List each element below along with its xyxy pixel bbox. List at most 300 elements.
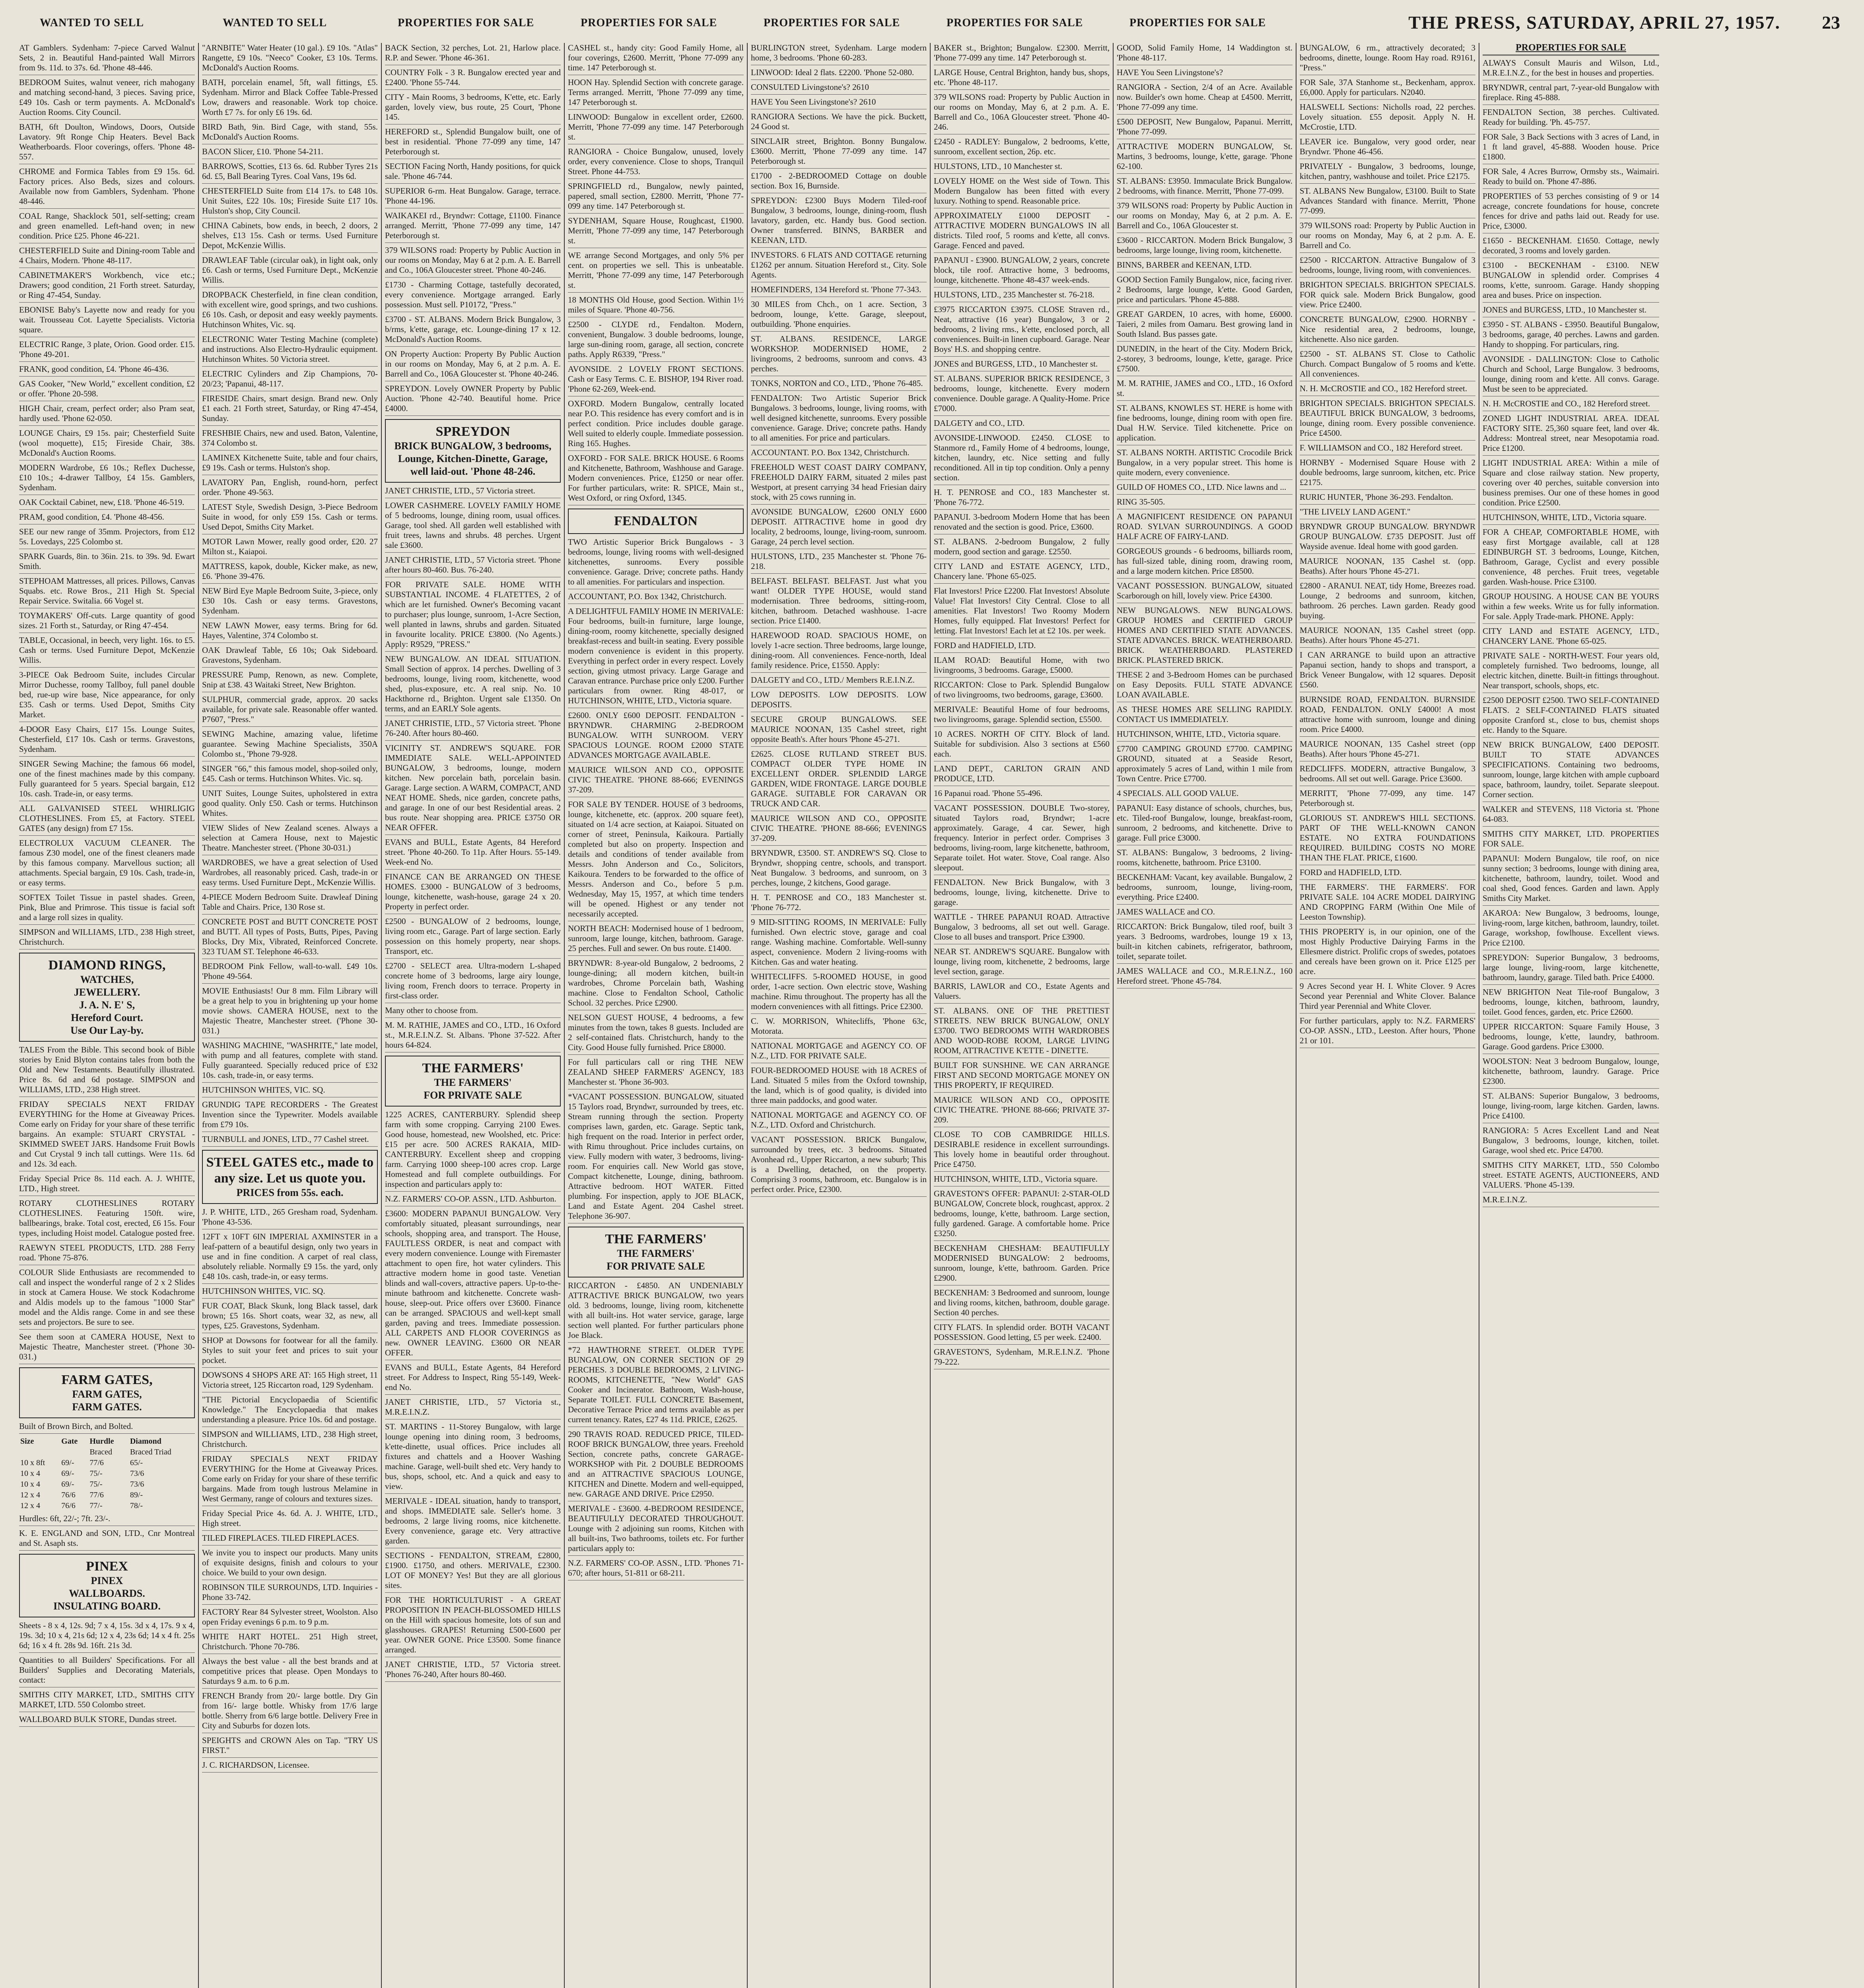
classified-ad: Always the best value - all the best brands and at competitive prices that please. Open Mondays to Saturdays 9 a.m. to 6 p.m. — [202, 1656, 378, 1689]
classified-ad: GLORIOUS ST. ANDREW'S HILL SECTIONS. PART OF THE WELL-KNOWN CANON ESTATE. NO EXTRA FOUNDATIONS REQUIRED. BUILDING COSTS NO MORE THAN THE FLAT. PRICE, £1600. — [1300, 813, 1475, 865]
classified-ad: SECTION Facing North, Handy positions, for quick sale. 'Phone 46-744. — [385, 161, 561, 184]
classified-ad: EVANS and BULL, Estate Agents, 84 Hereford street. For Address to Inspect, Ring 55-149, Week-end No. — [385, 1363, 561, 1395]
classified-ad: WALLBOARD BULK STORE, Dundas street. — [19, 1714, 195, 1727]
column-3 — [382, 43, 565, 1988]
classified-ad: TONKS, NORTON and CO., LTD., 'Phone 76-485. — [751, 379, 927, 391]
classified-ad: We invite you to inspect our products. Many units of exquisite designs, finish and colours to your choice. We build to your own design. — [202, 1548, 378, 1580]
classified-ad: BRYNDWR: 8-year-old Bungalow, 2 bedrooms, 2 lounge-dining; all modern kitchen, built-in wardrobes, Chrome Porcelain bath, Washing machine. Close to Fendalton School, Catholic School. 32 perches. Price £2900. — [568, 958, 744, 1010]
display-line: PINEX — [86, 1559, 128, 1574]
classified-ad: STEPHOAM Mattresses, all prices. Pillows, Canvas Squabs. etc. Rowe Bros., 211 High St. Special Repair Service. Switalia. 66 Vogel st. — [19, 576, 195, 608]
classified-ad: JANET CHRISTIE, LTD., 57 Victoria street. 'Phones 76-240, After hours 80-460. — [385, 1660, 561, 1682]
classified-ad: WATTLE - THREE PAPANUI ROAD. Attractive Bungalow, 3 bedrooms, all set out well. Garage. Close to all buses and transport. Price £3900. — [934, 912, 1110, 944]
classified-ad: 12FT x 10FT 6IN IMPERIAL AXMINSTER in a leaf-pattern of a beautiful design, only two years in use and in fine condition. A carpet of real class, absolutely reliable. Normally £9 15s. the yard, only £48 10s. cash, trade-in, or easy terms. — [202, 1232, 378, 1284]
classified-ad: CABINETMAKER'S Workbench, vice etc.; Drawers; good condition, 21 Forth street. Saturday, or Ring 47-454, Sunday. — [19, 270, 195, 303]
farmers-box-box — [385, 1056, 561, 1107]
classified-ad: NEW Bird Eye Maple Bedroom Suite, 3-piece, only £30 10s. Cash or easy terms. Gravestons, Sydenham. — [202, 586, 378, 618]
classified-ad: £2500 - RICCARTON. Attractive Bungalow of 3 bedrooms, lounge, living room, with conveniences. — [1300, 255, 1475, 278]
classified-ad: N.Z. FARMERS' CO-OP. ASSN., LTD. 'Phones 71-670; after hours, 51-811 or 68-211. — [568, 1558, 744, 1580]
classified-ad: WHITECLIFFS. 5-ROOMED HOUSE, in good order, 1-acre section. Own electric stove, Washing machine. Rimu throughout. The property has all the modern conveniences with all fittings. Price £2300. — [751, 972, 927, 1014]
classified-ad: WAIKAKEI rd., Bryndwr: Cottage, £1100. Finance arranged. Merritt, 'Phone 77-099 any time, 147 Peterborough st. — [385, 211, 561, 243]
classified-ad: TABLE, Occasional, in beech, very light. 16s. to £5. Cash or terms. Used Furniture Depot, McKenzie Willis. — [19, 635, 195, 668]
classified-ad: *72 HAWTHORNE STREET. OLDER TYPE BUNGALOW, ON CORNER SECTION OF 29 PERCHES. 3 DOUBLE BEDROOMS, 2 LIVING-ROOMS, KITCHENETTE, "New World" GAS Cooker and Incinerator. Bathroom, Wash-house, Separate TOILET. FULL CONCRETE Basement, Decorative Terrace Price and terms available as per current tenancy. Rates, £27 4s 11d. PRICE, £2625. — [568, 1345, 744, 1427]
classified-ad: I CAN ARRANGE to build upon an attractive Papanui section, handy to shops and transport, a Brick Veneer Bungalow, with 12 squares. Deposit £560. — [1300, 650, 1475, 692]
table-row — [19, 1479, 195, 1490]
column-head: WANTED TO SELL — [223, 17, 327, 29]
classified-ad: ST. ALBANS. 2-bedroom Bungalow, 2 fully modern, good section and garage. £2550. — [934, 537, 1110, 559]
display-line: FENDALTON — [614, 514, 698, 528]
classified-ad: HAVE You Seen Livingstone's? 2610 — [751, 97, 927, 109]
classified-ad: AVONSIDE - DALLINGTON: Close to Catholic Church and School, Large Bungalow. 3 bedrooms, lounge, dining room and k'ette. All convs. Garage. Must be seen to be appreciated. — [1483, 354, 1659, 396]
classified-ad: Sheets - 8 x 4, 12s. 9d; 7 x 4, 15s. 3d x 4, 17s. 9 x 4, 19s. 3d; 10 x 4, 21s 6d; 12 x 4, 23s 6d; 14 x 4 ft. 25s 6d; 16 x 4 ft. 28s 9d. 16ft. 21s 3d. — [19, 1621, 195, 1653]
classified-ad: JAMES WALLACE and CO., M.R.E.I.N.Z., 160 Hereford street. 'Phone 45-784. — [1117, 966, 1293, 988]
classified-ad: OAK Drawleaf Table, £6 10s; Oak Sideboard. Gravestons, Sydenham. — [202, 645, 378, 668]
classified-ad: BACON Slicer, £10. 'Phone 54-211. — [202, 147, 378, 159]
classified-ad: RING 35-505. — [1117, 497, 1293, 509]
classified-ad: PROPERTIES of 53 perches consisting of 9 or 14 acreage, concrete foundations for house, concrete fences for drive and paths laid out. Ready for use. Price, £3000. — [1483, 191, 1659, 233]
classified-ad: JAMES WALLACE and CO. — [1117, 907, 1293, 919]
classified-ad: BRYNDWR, central part, 7-year-old Bungalow with fireplace. Ring 45-888. — [1483, 83, 1659, 105]
classified-ad: ALWAYS Consult Mauris and Wilson, Ltd., M.R.E.I.N.Z., for the best in houses and properties. — [1483, 58, 1659, 80]
classified-ad: GROUP HOUSING. A HOUSE CAN BE YOURS within a few weeks. Write us for fully information. For sale. Apply Trade-mark. PHONE. Apply: — [1483, 592, 1659, 624]
classified-ad: NEAR ST. ANDREW'S SQUARE. Bungalow with lounge, living room, kitchenette, 2 bedrooms, large level section, garage. — [934, 947, 1110, 979]
newspaper-date: THE PRESS, SATURDAY, APRIL 27, 1957. — [1408, 12, 1780, 33]
classified-ad: FOR Sale, 37A Stanhome st., Beckenham, approx. £6,000. Apply for particulars. N2040. — [1300, 78, 1475, 100]
classified-ad: LEAVER ice. Bungalow, very good order, near Bryndwr. 'Phone 46-456. — [1300, 137, 1475, 159]
classified-ad: CASHEL st., handy city: Good Family Home, all four coverings, £2600. Merritt, 'Phone 77-099 any time. 147 Peterborough st. — [568, 43, 744, 75]
classified-ad: AKAROA: New Bungalow, 3 bedrooms, lounge, living-room, large kitchen, bathroom, laundry, toilet. Garage, workshop, fowlhouse. Excellent views. Price £2100. — [1483, 908, 1659, 950]
classified-ad: FINANCE CAN BE ARRANGED ON THESE HOMES. £3000 - BUNGALOW of 3 bedrooms, lounge, kitchenette, wash-house, garage 24 x 20. Property in perfect order. — [385, 872, 561, 914]
classified-ad: LAND DEPT., CARLTON GRAIN AND PRODUCE, LTD. — [934, 764, 1110, 786]
farm-gates-box — [19, 1367, 195, 1418]
classified-ad: £2800 - ARANUI. NEAT, tidy Home, Breezes road. Lounge, 2 bedrooms and sunroom, kitchen, bathroom. 26 perches. Lawn garden. Ready good buying. — [1300, 581, 1475, 623]
classified-ad: EBONISE Baby's Layette now and ready for you wait. Trousseau Cot. Layette Specialists. Victoria square. — [19, 305, 195, 337]
classified-ad: PRESSURE Pump, Renown, as new. Complete, Snip at £38. 43 Waitaki Street, New Brighton. — [202, 670, 378, 692]
classified-ad: RICCARTON: Brick Bungalow, tiled roof, built 3 years. 3 Bedrooms, wardrobes, lounge 19 x 13, built-in kitchen cabinets, refrigerator, bathroom, toilet, separate toilet. — [1117, 922, 1293, 964]
classified-ad: GOOD, Solid Family Home, 14 Waddington st. 'Phone 48-117. — [1117, 43, 1293, 65]
column-head: WANTED TO SELL — [40, 17, 144, 29]
classified-ad: 379 WILSONS road: Property by Public Auction in our rooms on Monday, May 6, at 2 p.m. A. E. Barrell and Co. — [1300, 221, 1475, 253]
classified-ad: 16 Papanui road. 'Phone 55-496. — [934, 788, 1110, 801]
classified-ad: Built of Brown Birch, and Bolted. — [19, 1421, 195, 1434]
classified-ad: LOVELY HOME on the West side of Town. This Modern Bungalow has been fitted with every luxury. Nothing to spend. Reasonable price. — [934, 176, 1110, 208]
display-line: Hereford Court. — [71, 1012, 143, 1023]
classified-ad: BACK Section, 32 perches, Lot. 21, Harlow place. R.P. and Sewer. 'Phone 46-361. — [385, 43, 561, 65]
classified-ad: HULSTONS, LTD., 235 Manchester st. 'Phone 76-218. — [751, 551, 927, 574]
classified-ad: SINGER "66," this famous model, shop-soiled only, £45. Cash or terms. Hutchinson Whites. Vic. sq. — [202, 764, 378, 786]
classified-ad: NORTH BEACH: Modernised house of 1 bedroom, sunroom, large lounge, kitchen, bathroom. Garage. 25 perches. Full and sewer. On bus route. £1400. — [568, 924, 744, 956]
classified-ad: SEE our new range of 35mm. Projectors, from £12 5s. Lovedays, 225 Colombo st. — [19, 527, 195, 549]
classified-ad: HEREFORD st., Splendid Bungalow built, one of best in residential. 'Phone 77-099 any time, 147 Peterborough st. — [385, 127, 561, 159]
classified-ad: VACANT POSSESSION. BUNGALOW, situated Scarborough on hill, lovely view. Price £4300. — [1117, 581, 1293, 603]
classified-ad: HUTCHINSON WHITES, VIC. SQ. — [202, 1286, 378, 1299]
farmers-box2-box — [568, 1227, 744, 1277]
classified-ad: SIMPSON and WILLIAMS, LTD., 238 High street, Christchurch. — [19, 927, 195, 949]
table-cell: 77/6 — [89, 1458, 104, 1467]
classified-ad: Flat Investors! Price £2200. Flat Investors! Absolute Value! Flat Investors! City Central. Close to all amenities. Flat Investors! Two Roomy Modern Homes, fully equipped. Flat Investors! Perfect for letting. Flat Investors! Each let at £2 10s. per week. — [934, 586, 1110, 638]
classified-ad: £3950 - ST. ALBANS - £3950. Beautiful Bungalow, 3 bedrooms, garage, 40 perches. Lawns and garden. Handy to shopping. For particulars, ring. — [1483, 320, 1659, 352]
display-line: STEEL GATES etc., made to any size. Let us quote you. — [206, 1155, 374, 1186]
classified-ad: AS THESE HOMES ARE SELLING RAPIDLY. CONTACT US IMMEDIATELY. — [1117, 705, 1293, 727]
table-cell: 10 x 8ft — [20, 1458, 45, 1467]
display-line: THE FARMERS' — [422, 1061, 524, 1076]
classified-ad: LINWOOD: Bungalow in excellent order, £2600. Merritt, 'Phone 77-099 any time. 147 Peterborough st. — [568, 112, 744, 144]
classified-ad: LAVATORY Pan, English, round-horn, perfect order. 'Phone 49-563. — [202, 478, 378, 500]
classified-ad: Friday Special Price 8s. 11d each. A. J. WHITE, LTD., High street. — [19, 1174, 195, 1196]
table-row — [19, 1501, 195, 1511]
classified-ad: OXFORD - FOR SALE. BRICK HOUSE. 6 Rooms and Kitchenette, Bathroom, Washhouse and Garage. Modern conveniences. Price, £1250 or near offer. For further particulars, write: R. SPICE, Main st., West Oxford, or ring Oxford, 1345. — [568, 453, 744, 505]
column-9 — [1479, 43, 1662, 1988]
table-cell — [19, 1447, 60, 1458]
display-line: WALLBOARDS. — [69, 1588, 145, 1599]
classified-ad: MAURICE NOONAN, 135 Cashel st. (opp. Beaths). After hours 'Phone 45-271. — [1300, 556, 1475, 579]
classified-ad: SPREYDON. Lovely OWNER Property by Public Auction. 'Phone 42-740. Beautiful home. Price £4000. — [385, 384, 561, 416]
table-cell: 78/- — [130, 1501, 143, 1510]
classified-ad: SYDENHAM, Square House, Roughcast, £1900. Merritt, 'Phone 77-099 any time, 147 Peterborough st. — [568, 216, 744, 248]
classified-ad: 3-PIECE Oak Bedroom Suite, includes Circular Mirror Duchesse, roomy Tallboy, full panel double bed, rue-up wire base, Nice appearance, for only £35. Cash or terms. Used Depot, Smiths City Market. — [19, 670, 195, 722]
classified-ad: RANGIORA Sections. We have the pick. Buckett, 24 Good st. — [751, 112, 927, 134]
classified-ad: 4-DOOR Easy Chairs, £17 15s. Lounge Suites, Chesterfield, £17 10s. Cash or terms. Gravestons, Sydenham. — [19, 724, 195, 757]
classified-ad: HAREWOOD ROAD. SPACIOUS HOME, on lovely 1-acre section. Three bedrooms, large lounge, dining-room. All conveniences. Fence-north, Ideal family residence. Price, £1550. Apply: — [751, 631, 927, 673]
table-cell: 12 x 4 — [20, 1491, 40, 1499]
display-line: INSULATING BOARD. — [53, 1600, 161, 1612]
classified-ad: CONSULTED Livingstone's? 2610 — [751, 82, 927, 95]
classified-ad: M. M. RATHIE, JAMES and CO., LTD., 16 Oxford st. — [1117, 379, 1293, 401]
classified-ad: ST. ALBANS. ONE OF THE PRETTIEST STREETS. NEW BRICK BUNGALOW, ONLY £3700. TWO BEDROOMS WITH WARDROBES AND WOOD-ROBE ROOM, LARGE LIVING ROOM, ATTRACTIVE K'ETTE - DINETTE. — [934, 1006, 1110, 1058]
classified-ad: THESE 2 and 3-Bedroom Homes can be purchased on Easy Deposits. FULL STATE ADVANCE LOAN AVAILABLE. — [1117, 670, 1293, 702]
classified-ad: FOR Sale, 3 Back Sections with 3 acres of Land, in 1 ft land gravel, 45-888. Wooden house. Price £1800. — [1483, 132, 1659, 164]
table-cell: 69/- — [61, 1458, 74, 1467]
classified-ad: OAK Cocktail Cabinet, new, £18. 'Phone 46-519. — [19, 497, 195, 510]
table-cell: 69/- — [61, 1480, 74, 1489]
classified-ad: LINWOOD: Ideal 2 flats. £2200. 'Phone 52-080. — [751, 68, 927, 80]
classified-ad: ELECTRONIC Water Testing Machine (complete) and instructions. Also Electro-Hydraulic equipment. Hutchinson Whites. 50 Victoria street. — [202, 334, 378, 367]
classified-ad: FORD and HADFIELD, LTD. — [934, 641, 1110, 653]
classified-ad: "THE LIVELY LAND AGENT." — [1300, 507, 1475, 519]
table-cell: 77/- — [89, 1501, 103, 1510]
classified-ad: JONES and BURGESS, LTD., 10 Manchester st. — [934, 359, 1110, 371]
classified-ad: RANGIORA: 5 Acres Excellent Land and Neat Bungalow, 3 bedrooms, lounge, kitchen, toilet. Garage, wool shed etc. Price £4700. — [1483, 1126, 1659, 1158]
display-line: FOR PRIVATE SALE — [424, 1089, 522, 1101]
classified-ad: CONCRETE BUNGALOW, £2900. HORNBY - Nice residential area, 2 bedrooms, lounge, kitchenette. Also nice garden. — [1300, 315, 1475, 347]
classified-ad: F. WILLIAMSON and CO., 182 Hereford street. — [1300, 443, 1475, 455]
classified-ad: BATH, porcelain enamel, 5ft, wall fittings, £5. Sydenham. Mirror and Black Coffee Table-Pressed Low, drawers and reasonable. Work top choice. Worth £7 7s. for only £6 19s. 6d. — [202, 78, 378, 120]
classified-ad: LAMINEX Kitchenette Suite, table and four chairs, £9 19s. Cash or terms. Hulston's shop. — [202, 453, 378, 475]
owner-box-box — [385, 419, 561, 483]
classified-ad: DALGETY and CO., LTD. — [934, 418, 1110, 431]
classified-ad: EVANS and BULL, Estate Agents, 84 Hereford street. 'Phone 40-260. To 11p. After Hours. 55-149. Week-end No. — [385, 837, 561, 870]
table-cell: Gate — [61, 1437, 78, 1446]
display-line: FARM GATES, — [61, 1373, 153, 1387]
table-cell: 76/6 — [61, 1491, 76, 1499]
classified-ad: SINGER Sewing Machine; the famous 66 model, one of the finest machines made by this company. Fully guaranteed for 5 years. Special bargain, £12 10s. cash. Trade-in, or easy terms. — [19, 759, 195, 801]
classified-ad: ST. ALBANS. SUPERIOR BRICK RESIDENCE, 3 bedrooms, lounge, kitchenette. Every modern convenience. Double garage. A Quality-Home. Price £7000. — [934, 374, 1110, 416]
classified-ad: LIGHT INDUSTRIAL AREA: Within a mile of Square and close railway station. New property, covering over 40 perches, suitable conversion into business premises. Our one of these homes in good condition. Price £2500. — [1483, 458, 1659, 510]
masthead — [16, 12, 1848, 40]
classified-ad: 18 MONTHS Old House, good Section. Within 1½ miles of Square. 'Phone 40-756. — [568, 295, 744, 317]
classified-ad: NELSON GUEST HOUSE, 4 bedrooms, a few minutes from the town, takes 8 guests. Included are 2 self-contained flats. Christchurch, handy to the City. Good House fully furnished. Price £8000. — [568, 1013, 744, 1055]
classified-ad: FUR COAT, Black Skunk, long Black tassel, dark brown; £5 16s. Short coats, wear 32, as new, all types, £25. Gravestons, Sydenham. — [202, 1301, 378, 1333]
classified-ad: SMITHS CITY MARKET, LTD., SMITHS CITY MARKET, LTD. 550 Colombo street. — [19, 1690, 195, 1712]
classified-ad: HOON Hay. Splendid Section with concrete garage. Terms arranged. Merritt, 'Phone 77-099 any time, 147 Peterborough st. — [568, 78, 744, 110]
display-line: THE FARMERS' — [617, 1248, 695, 1259]
classified-ad: FRIDAY SPECIALS NEXT FRIDAY EVERYTHING for the Home at Giveaway Prices. Come early on Friday for your share of these terrific bargains. Made from tough lustrous Melamine in West Germany, range of colours and textures sizes. — [202, 1454, 378, 1506]
display-line: FOR PRIVATE SALE — [606, 1260, 705, 1272]
table-cell: 69/- — [61, 1469, 74, 1478]
classified-ad: ST. ALBANS: Superior Bungalow, 3 bedrooms, lounge, living-room, large kitchen. Garden, lawns. Price £4100. — [1483, 1091, 1659, 1123]
classified-ad: £3700 - ST. ALBANS. Modern Brick Bungalow, 3 b/rms, k'ette, garage, etc. Lounge-dining 17 x 12. McDonald's Auction Rooms. — [385, 315, 561, 347]
classified-ad: ST. ALBANS. RESIDENCE, LARGE WORKSHOP. MODERNISED HOME, 2 livingrooms, 2 bedrooms, sunroom and convs. 43 perches. — [751, 334, 927, 376]
classified-ad: UPPER RICCARTON: Square Family House, 3 bedrooms, lounge, k'ette, laundry, bathroom. Garage. Good gardens. Price £3000. — [1483, 1022, 1659, 1054]
classified-ad: WOOLSTON: Neat 3 bedroom Bungalow, lounge, kitchenette, bathroom, laundry. Garage. Price £2300. — [1483, 1056, 1659, 1089]
classified-ad: 379 WILSONS road: Property by Public Auction in our rooms on Monday, May 6, at 2 p.m. A. E. Barrell and Co., 106A Gloucester st. — [1117, 201, 1293, 233]
classified-ad: PRIVATE SALE - NORTH-WEST. Four years old, completely furnished. Two bedrooms, lounge, all electric kitchen, dinette. Built-in fittings throughout. Near transport, schools, shops, etc. — [1483, 651, 1659, 693]
classified-ad: LATEST Style, Swedish Design, 3-Piece Bedroom Suite in wood, for only £59 15s. Cash or terms. Used Depot, Smiths City Market. — [202, 502, 378, 534]
classified-ad: BARROWS, Scotties, £13 6s. 6d. Rubber Tyres 21s 6d. £5, Ball Bearing Tyres. Coal Vans, 19s 6d. — [202, 161, 378, 184]
classified-ad: FOUR-BEDROOMED HOUSE with 18 ACRES of Land. Situated 5 miles from the Oxford township, the land, which is of good quality, is divided into three main paddocks, and good water. — [751, 1066, 927, 1108]
classified-ad: FOR Sale, 4 Acres Burrow, Ormsby sts., Waimairi. Ready to build on. 'Phone 47-886. — [1483, 167, 1659, 189]
classified-ad: ELECTRIC Range, 3 plate, Orion. Good order. £15. 'Phone 49-201. — [19, 340, 195, 362]
classified-ad: WE arrange Second Mortgages, and only 5% per cent. on properties we sell. This is unbeatable. Merritt, 'Phone 77-099 any time, 147 Peterborough st. — [568, 250, 744, 293]
classified-ad: SPRINGFIELD rd., Bungalow, newly painted, papered, small section, £2800. Merritt, 'Phone 77-099 any time. 147 Peterborough st. — [568, 181, 744, 214]
classified-ad: 30 MILES from Chch., on 1 acre. Section, 3 bedroom, lounge, k'ette. Garage, sleepout, outbuilding. 'Phone enquiries. — [751, 299, 927, 332]
column-5 — [748, 43, 931, 1988]
display-line: PINEX — [91, 1575, 123, 1586]
classified-ad: NATIONAL MORTGAGE and AGENCY CO. OF N.Z., LTD. FOR PRIVATE SALE. — [751, 1041, 927, 1063]
column-8 — [1296, 43, 1479, 1988]
classified-ad: *VACANT POSSESSION. BUNGALOW, situated 15 Taylors road, Bryndwr, surrounded by trees, etc. Stream running through the section. Property comprises lawn, garden, etc. Garage. Septic tank, high frequent on the road. Interior in perfect order, with Rimu throughout. Price includes curtains, on view. Fully modern with water, 3 bedrooms, living-room. For enquiries call. New World gas stove, Compact kitchenette, Lounge, dining, bathroom. Attractive bedroom. HOT WATER. Fitted plumbing. For inspection, apply to JOE BLACK, Land and Estate Agent. 204 Cashel street. Telephone 36-907. — [568, 1092, 744, 1223]
classified-ad: For full particulars call or ring THE NEW ZEALAND SHEEP FARMERS' AGENCY, 183 Manchester st. 'Phone 36-903. — [568, 1057, 744, 1089]
classified-ad: GORGEOUS grounds - 6 bedrooms, billiards room, has full-sized table, dining room, drawing room, and a large modern kitchen. Price £8500. — [1117, 546, 1293, 579]
classified-ad: ST. ALBANS, KNOWLES ST. HERE is home with fine bedrooms, lounge, dining room with open fire. Dual H.W. Service. Tiled kitchenette. Price on application. — [1117, 403, 1293, 445]
column-head: PROPERTIES FOR SALE — [1129, 17, 1266, 29]
classified-ad: MAURICE NOONAN, 135 Cashel street (opp. Beaths). After hours 'Phone 45-271. — [1300, 625, 1475, 648]
table-cell: 76/6 — [61, 1501, 76, 1510]
classified-ad: Friday Special Price 4s. 6d. A. J. WHITE, LTD., High street. — [202, 1508, 378, 1531]
classified-ad: £500 DEPOSIT, New Bungalow, Papanui. Merritt, 'Phone 77-099. — [1117, 117, 1293, 139]
classified-ad: SPARK Guards, 8in. to 36in. 21s. to 39s. 9d. Ewart Smith. — [19, 551, 195, 574]
classified-ad: PAPANUI: Modern Bungalow, tile roof, on nice sunny section; 3 bedrooms, lounge with dining area, kitchenette, bathroom, laundry, toilet. Wood and coal shed, Good fences. Garden and lawn. Apply Smiths City Market. — [1483, 854, 1659, 906]
display-line: DIAMOND RINGS, — [48, 958, 166, 973]
classified-ad: RANGIORA - Choice Bungalow, unused, lovely order, every convenience. Close to shops, Tranquil Street. Phone 44-753. — [568, 147, 744, 179]
classified-ad: NEW BUNGALOW. AN IDEAL SITUATION. Small Section of approx. 14 perches. Dwelling of 3 bedrooms, lounge, living room, kitchenette, wood shed, plus-exposure, etc. A real snip. No. 10 Hackthorne rd., Brighton. Urgent sale £1350. On terms, and an EARLY Sole agents. — [385, 654, 561, 716]
classified-ad: WHITE HART HOTEL. 251 High street, Christchurch. 'Phone 70-786. — [202, 1632, 378, 1654]
classified-ad: RICCARTON - £4850. AN UNDENIABLY ATTRACTIVE BRICK BUNGALOW, two years old. 3 bedrooms, lounge, living room, kitchenette with all built-ins. Hot water service, garage, large section well planted. For further particulars phone Joe Black. — [568, 1281, 744, 1343]
classified-ad: CHROME and Formica Tables from £9 15s. 6d. Factory prices. Also Beds, sizes and colours. Available now from Gamblers, Sydenham. 'Phone 48-446. — [19, 167, 195, 209]
classified-ad: ELECTRIC Cylinders and Zip Champions, 70-20/23; 'Papanui, 48-117. — [202, 369, 378, 391]
classified-ad: CLOSE TO COB CAMBRIDGE HILLS. DESIRABLE residence in excellent surroundings. This lovely home in beautiful order throughout. Price £4750. — [934, 1130, 1110, 1172]
classified-ad: MAURICE NOONAN, 135 Cashel street (opp Beaths). After hours 'Phone 45-271. — [1300, 739, 1475, 761]
classified-ad: A MAGNIFICENT RESIDENCE ON PAPANUI ROAD. SYLVAN SURROUNDINGS. A GOOD HALF ACRE OF FAIRY-LAND. — [1117, 512, 1293, 544]
column-heading: PROPERTIES FOR SALE — [1483, 43, 1659, 56]
table-cell: Size — [20, 1437, 34, 1446]
classified-ad: SECURE GROUP BUNGALOWS. SEE MAURICE NOONAN, 135 Cashel street, right opposite Beath's. After hours 'Phone 45-271. — [751, 714, 927, 747]
classified-ad: £3100 - BECKENHAM - £3100. NEW BUNGALOW in splendid order. Comprises 4 rooms, k'ette, sunroom. Garage. Handy shopping area and buses. Price on inspection. — [1483, 260, 1659, 303]
classified-ad: HUTCHINSON, WHITE, LTD., Victoria square. — [934, 1174, 1110, 1186]
classified-ad: ST. ALBANS New Bungalow, £3100. Built to State Advances Standard with finance. Merritt, 'Phone 77-099. — [1300, 186, 1475, 218]
classified-ad: SINCLAIR street, Brighton. Bonny Bungalow. £3600. Merritt, 'Phone 77-099 any time. 147 Peterborough st. — [751, 136, 927, 169]
classified-ad: FACTORY Rear 84 Sylvester street, Woolston. Also open Friday evenings 6 p.m. to 9 p.m. — [202, 1607, 378, 1629]
classified-ad: BRYNDWR GROUP BUNGALOW. BRYNDWR GROUP BUNGALOW. £735 DEPOSIT. Just off Wayside avenue. Ideal home with good garden. — [1300, 522, 1475, 554]
classified-ad: SEWING Machine, amazing value, lifetime guarantee. Sewing Machine Specialists, 350A Colombo st., 'Phone 79-928. — [202, 729, 378, 761]
classified-ad: BUILT FOR SUNSHINE. WE CAN ARRANGE FIRST AND SECOND MORTGAGE MONEY ON THIS PROPERTY, IF REQUIRED. — [934, 1060, 1110, 1093]
column-head: PROPERTIES FOR SALE — [947, 17, 1083, 29]
table-row — [19, 1447, 195, 1458]
classified-ad: £1730 - Charming Cottage, tastefully decorated, every convenience. Mortgage arranged. Early possession. Must sell. P10172, "Press." — [385, 280, 561, 312]
classified-ad: AVONSIDE. 2 LOVELY FRONT SECTIONS. Cash or Easy Terms. C. E. BISHOP, 194 River road. 'Phone 62-269, Week-end. — [568, 364, 744, 396]
hurdle-price-table — [19, 1436, 195, 1511]
classified-ad: FENDALTON. New Brick Bungalow, with 3 bedrooms, lounge, living, kitchenette. Drive to garage. — [934, 878, 1110, 910]
classified-ad: FRANK, good condition, £4. 'Phone 46-436. — [19, 364, 195, 377]
classified-ad: PRIVATELY - Bungalow, 3 bedrooms, lounge, kitchen, pantry, washhouse and toilet. Price £2175. — [1300, 161, 1475, 184]
classified-ad: GRAVESTON'S OFFER: PAPANUI: 2-STAR-OLD BUNGALOW, Concrete block, roughcast, approx. 2 bedrooms, lounge, k'ette, bathroom. Large section, fully gardened. Garage. A comfortable home. Price £3250. — [934, 1189, 1110, 1241]
classified-ad: £2500 - BUNGALOW of 2 bedrooms, lounge, living room etc., Garage. Part of large section. Early possession on this homely property, near shops. Transport, etc. — [385, 916, 561, 959]
classified-ad: BRIGHTON SPECIALS. BRIGHTON SPECIALS. FOR quick sale. Modern Brick Bungalow, good view. Price £2400. — [1300, 280, 1475, 312]
classified-ad: 9 MID-SITTING ROOMS, IN MERIVALE: Fully furnished. Own electric stove, garage and coal range. Washing machine. Comfortable. Well-sunny aspect, convenience. Modern 2 living-rooms with Kitchen. Gas and water heating. — [751, 917, 927, 969]
classified-ad: PRAM, good condition, £4. 'Phone 48-456. — [19, 512, 195, 524]
classified-ad: JONES and BURGESS, LTD., 10 Manchester st. — [1483, 305, 1659, 317]
classified-ad: N. H. McCROSTIE and CO., 182 Hereford street. — [1300, 384, 1475, 396]
diamond-box — [19, 953, 195, 1042]
classified-ad: BECKENHAM: 3 Bedroomed and sunroom, lounge and living rooms, kitchen, bathroom, double garage. Section 40 perches. — [934, 1288, 1110, 1320]
column-2 — [199, 43, 382, 1988]
classified-ad: FOR SALE BY TENDER. HOUSE of 3 bedrooms, lounge, kitchenette, etc. (approx. 200 square feet), situated on 1/4 acre section, at Kaiapoi. Situated on corner of street, Peninsula, Kaikoura. Partially completed but also on property. Inspection and details and conditions of tender available from Messrs. John Anderson and Co., Solicitors, Kaikoura. Tenders to be forwarded to the office of Messrs. Anderson and Co., before 5 p.m. Wednesday, May 15, 1957, at which time tenders will be opened. Highest or any tender not necessarily accepted. — [568, 800, 744, 921]
classified-ad: See them soon at CAMERA HOUSE, Next to Majestic Theatre, Manchester street. ('Phone 30-031.) — [19, 1332, 195, 1364]
classified-ad: SMITHS CITY MARKET, LTD. PROPERTIES FOR SALE. — [1483, 829, 1659, 851]
classified-ad: ST. MARTINS - 11-Storey Bungalow, with large lounge opening into dining room, 3 bedrooms, k'ette-dinette, usual offices. Price includes all fixtures and chattels and a Hoover Washing machine. Garage, well-built shed etc. Very handy to bus, shops, school, etc. And a quick and easy to view. — [385, 1422, 561, 1494]
classified-ad: HOMEFINDERS, 134 Hereford st. 'Phone 77-343. — [751, 285, 927, 297]
classified-ad: HAVE You Seen Livingstone's? — [1117, 68, 1293, 80]
classified-ad: £2500 DEPOSIT £2500. TWO SELF-CONTAINED FLATS. 2 SELF-CONTAINED FLATS situated opposite Cranford st., close to bus, chemist shops etc. Handy to the Square. — [1483, 695, 1659, 738]
classified-ad: MAURICE WILSON AND CO., OPPOSITE CIVIC THEATRE. 'PHONE 88-666; EVENINGS 37-209. — [568, 765, 744, 797]
classified-ad: SPREYDON: Superior Bungalow, 3 bedrooms, large lounge, living-room, large kitchenette, bathroom, laundry, garage. Tiled bath. Price £4000. — [1483, 953, 1659, 985]
column-1 — [16, 43, 199, 1988]
table-cell: Diamond — [130, 1437, 161, 1446]
classified-ad: UNIT Suites, Lounge Suites, upholstered in extra good quality. Only £50. Cash or terms. Hutchinson Whites. — [202, 788, 378, 821]
classified-ad: BRIGHTON SPECIALS. BRIGHTON SPECIALS. BEAUTIFUL BRICK BUNGALOW, 3 bedrooms, lounge, dining room. Every possible convenience. Price £4500. — [1300, 398, 1475, 441]
classified-ad: TILED FIREPLACES. TILED FIREPLACES. — [202, 1533, 378, 1545]
classified-ad: MERIVALE - IDEAL situation, handy to transport, and shops. IMMEDIATE sale. Seller's home. 3 bedrooms, 2 large living rooms, nice kitchenette. Every convenience, garage etc. Very attractive garden. — [385, 1496, 561, 1548]
classified-ad: ST. ALBANS: £3950. Immaculate Brick Bungalow. 2 bedrooms, with finance. Merritt, 'Phone 77-099. — [1117, 176, 1293, 198]
classified-ad: TALES From the Bible. This second book of Bible stories by Enid Blyton contains tales from both the Old and New Testaments. Beautifully illustrated. Price 8s. 6d and 6d postage. SIMPSON and WILLIAMS, LTD., 238 High street. — [19, 1045, 195, 1097]
classified-ad: CITY - Main Rooms, 3 bedrooms, K'ette, etc. Early garden, lovely view, bus route, 25 Court, 'Phone 145. — [385, 92, 561, 124]
classified-ad: "ARNBITE" Water Heater (10 gal.). £9 10s. "Atlas" Rangette, £9 10s. "Neeco" Cooker, £3 10s. Terms. McDonald's Auction Rooms. — [202, 43, 378, 75]
table-cell: 75/- — [89, 1469, 103, 1478]
table-cell: 77/6 — [89, 1491, 104, 1499]
classified-ad: £2600. ONLY £600 DEPOSIT. FENDALTON - BRYNDWR. CHARMING 2-BEDROOM BUNGALOW. WITH SUNROOM. VERY SPACIOUS LOUNGE. ROOM £2000 STATE ADVANCES MORTGAGE AVAILABLE. — [568, 711, 744, 763]
table-cell: 73/6 — [130, 1469, 144, 1478]
classified-ad: COLOUR Slide Enthusiasts are recommended to call and inspect the wonderful range of 2 x 2 Slides in stock at Camera House. We stock Kodachrome and Aldis models up to the famous "1000 Star" model and the Aldis range. Come in and see these sets and projectors. Be sure to see. — [19, 1268, 195, 1330]
classified-ad: BARRIS, LAWLOR and CO., Estate Agents and Valuers. — [934, 981, 1110, 1004]
classified-ad: LOWER CASHMERE. LOVELY FAMILY HOME of 5 bedrooms, lounge, dining room, usual offices. Garage, tool shed. All garden well established with fruit trees, lawns and shrubs. 48 perches. Urgent sale £3600. — [385, 501, 561, 553]
classified-ad: MODERN Wardrobe, £6 10s.; Reflex Duchesse, £10 10s.; 4-drawer Tallboy, £4 15s. Gamblers, Sydenham. — [19, 463, 195, 495]
classified-ad: TWO Artistic Superior Brick Bungalows - 3 bedrooms, lounge, living rooms with well-designed kitchenettes, sunrooms. Every possible convenience. Garage. Drive; concrete paths. Handy to all amenities. For particulars and inspection. — [568, 537, 744, 589]
classified-ad: GAS Cooker, "New World," excellent condition, £2 or offer. 'Phone 20-598. — [19, 379, 195, 401]
classified-ad: AT Gamblers. Sydenham: 7-piece Carved Walnut Sets, 2 in. Beautiful Hand-painted Wall Mirrors from 9s. 11d. to 37s. 6d. 'Phone 48-446. — [19, 43, 195, 75]
classified-ad: JANET CHRISTIE, LTD., 57 Victoria street. 'Phone 76-240. After hours 80-460. — [385, 718, 561, 741]
classified-ad: HORNBY - Modernised Square House with 2 double bedrooms, large sunroom, kitchen, etc. Price £2175. — [1300, 458, 1475, 490]
table-row — [19, 1468, 195, 1479]
column-head: PROPERTIES FOR SALE — [398, 17, 535, 29]
classified-ad: FREEHOLD WEST COAST DAIRY COMPANY, FREEHOLD DAIRY FARM, situated 2 miles past Westport, at present carrying 34 head Friesian dairy stock, with 25 cows running in. — [751, 462, 927, 505]
classified-ad: MAURICE WILSON AND CO., OPPOSITE CIVIC THEATRE. 'PHONE 88-666; PRIVATE 37-209. — [934, 1095, 1110, 1127]
display-line: THE FARMERS' — [434, 1077, 512, 1088]
classified-ad: 9 Acres Second year H. I. White Clover. 9 Acres Second year Perennial and White Clover. Balance Third year Perennial and White Clover. — [1300, 981, 1475, 1013]
classified-ad: N. H. McCROSTIE and CO., 182 Hereford street. — [1483, 399, 1659, 411]
table-cell: 65/- — [130, 1458, 143, 1467]
classified-ad: AVONSIDE BUNGALOW, £2600 ONLY £600 DEPOSIT. ATTRACTIVE home in good dry locality, 2 bedrooms, lounge, living-room, sunroom. Garage, 24 perch level section. — [751, 507, 927, 549]
display-line: PRICES from 55s. each. — [236, 1187, 344, 1198]
classified-ad: NEW BRIGHTON Neat Tile-roof Bungalow, 3 bedrooms, lounge, kitchen, bathroom, laundry, toilet. Good fences, garden, etc. Price £2600. — [1483, 987, 1659, 1019]
classified-ad: SECTIONS - FENDALTON, STREAM, £2800, £1900. £1750, and others. MERIVALE, £2300. LOT OF MONEY? Yes! But they are all glorious sites. — [385, 1551, 561, 1593]
classified-ad: FOR PRIVATE SALE. HOME WITH SUBSTANTIAL INCOME. 4 FLATETTES, 2 of which are let furnished. Owner's Becoming vacant to purchaser; plus lounge, sunroom, 1-Acre Section, well planted in lawns, shrubs and garden. Situated in favourite locality. PRICE £3800. (No Agents.) Apply: R9529, "PRESS." — [385, 580, 561, 652]
classified-ad: AVONSIDE-LINWOOD. £2450. CLOSE to Stanmore rd., Family Home of 4 bedrooms, lounge, kitchen, laundry, etc. Nice setting and fully reconditioned. All in tip top condition. Only a penny section. — [934, 433, 1110, 485]
classified-ad: VACANT POSSESSION. BRICK Bungalow, surrounded by trees, etc. 3 bedrooms. Situated Avonhead rd., Upper Riccarton, a new suburb; This is a Dwelling, detached, on the property. Comprising 3 rooms, bathroom, etc. Bungalow is in perfect order. Price, £2300. — [751, 1135, 927, 1197]
column-head: PROPERTIES FOR SALE — [581, 17, 717, 29]
classified-ad: DOWSONS 4 SHOPS ARE AT: 165 High street, 11 Victoria street, 125 Riccarton road, 129 Sydenham. — [202, 1370, 378, 1392]
classified-ad: 4-PIECE Modern Bedroom Suite. Drawleaf Dining Table and Chairs. Price, 130 Rose st. — [202, 892, 378, 914]
classified-ad: NEW LAWN Mower, easy terms. Bring for 6d. Hayes, Valentine, 374 Colombo st. — [202, 621, 378, 643]
classified-ad: COUNTRY Folk - 3 R. Bungalow erected year and £2400. 'Phone 55-744. — [385, 68, 561, 90]
table-row — [19, 1458, 195, 1468]
classified-ad: APPROXIMATELY £1000 DEPOSIT - ATTRACTIVE MODERN BUNGALOWS IN all districts. Tiled roof, 5 rooms and k'ette, all convs. Garage. Fenced and paved. — [934, 211, 1110, 253]
classified-ad: HUTCHINSON, WHITE, LTD., Victoria square. — [1483, 513, 1659, 525]
classified-ad: CHESTERFIELD Suite and Dining-room Table and 4 Chairs, Modern. 'Phone 48-117. — [19, 246, 195, 268]
classified-ad: TURNBULL and JONES, LTD., 77 Cashel street. — [202, 1134, 378, 1147]
classified-ad: £1650 - BECKENHAM. £1650. Cottage, newly decorated, 3 rooms and lovely garden. — [1483, 236, 1659, 258]
classified-ad: 379 WILSONS road: Property by Public Auction in our rooms on Monday, May 6 at 2 p.m. A. E. Barrell and Co., 106A Gloucester street. 'Phone 40-246. — [385, 245, 561, 278]
classified-ad: For further particulars, apply to: N.Z. FARMERS' CO-OP. ASSN., LTD., Leeston. After hours, 'Phone 21 or 101. — [1300, 1016, 1475, 1048]
classified-ad: M. M. RATHIE, JAMES and CO., LTD., 16 Oxford st., M.R.E.I.N.Z. St. Albans. 'Phone 37-522. After hours 64-824. — [385, 1020, 561, 1052]
classified-ad: FIRESIDE Chairs, smart design. Brand new. Only £1 each. 21 Forth street, Saturday, or Ring 47-454, Sunday. — [202, 394, 378, 426]
classified-ad: VACANT POSSESSION. DOUBLE Two-storey, situated Taylors road, Bryndwr; 1-acre approximately. Garage, 4 car. Sewer, high frequency. Interior in perfect order. Comprises 3 bedrooms, living-room, large kitchenette, bathroom, Separate toilet. Hot water. Stove, Coal range. Also sleepout. — [934, 803, 1110, 875]
classified-ad: SHOP at Dowsons for footwear for all the family. Styles to suit your feet and prices to suit your pocket. — [202, 1336, 378, 1368]
classified-ad: NATIONAL MORTGAGE and AGENCY CO. OF N.Z., LTD. Oxford and Christchurch. — [751, 1110, 927, 1132]
table-row — [19, 1490, 195, 1501]
classified-ad: THE FARMERS'. THE FARMERS'. FOR PRIVATE SALE. 104 ACRE MODEL DAIRYING AND CROPPING FARM (Within One Mile of Leeston Township). — [1300, 882, 1475, 924]
classified-ad: "THE Pictorial Encyclopaedia of Scientific Knowledge." The Encyclopaedia that makes understanding a pleasure. Price 10s. 6d and postage. — [202, 1395, 378, 1427]
classified-ad: 290 TRAVIS ROAD. REDUCED PRICE, TILED-ROOF BRICK BUNGALOW, three years. Freehold Section, concrete paths, concrete GARAGE-WORKSHOP with Pit. 2 DOUBLE BEDROOMS and an ATTRACTIVE SPACIOUS LOUNGE, KITCHEN and Dinette. Modern and well-equipped, new. GARAGE AND DRIVE. Price £2950. — [568, 1429, 744, 1501]
classified-ad: H. T. PENROSE and CO., 183 Manchester st. 'Phone 76-772. — [751, 893, 927, 915]
classified-ad: THIS PROPERTY is, in our opinion, one of the most Highly Productive Dairying Farms in the Ellesmere district. Prolific crops of swedes, potatoes and cereals have been grown on it. Price £125 per acre. — [1300, 927, 1475, 979]
classified-ad: SIMPSON and WILLIAMS, LTD., 238 High street, Christchurch. — [202, 1429, 378, 1452]
classified-ad: ACCOUNTANT. P.O. Box 1342, Christchurch. — [751, 448, 927, 460]
table-cell: 73/6 — [130, 1480, 144, 1489]
column-7 — [1114, 43, 1296, 1988]
classified-ad: SPREYDON: £2300 Buys Modern Tiled-roof Bungalow, 3 bedrooms, lounge, dining-room, flush lavatory, garden, etc. Handy bus. Good section. Owner transferred. BINNS, BARBER and KEENAN, LTD. — [751, 196, 927, 248]
display-line: WATCHES, — [80, 974, 134, 985]
classified-ad: DRAWLEAF Table (circular oak), in light oak, only £6. Cash or terms, Used Furniture Dept., McKenzie Willis. — [202, 255, 378, 287]
classified-ad: ROBINSON TILE SURROUNDS, LTD. Inquiries - Phone 33-742. — [202, 1582, 378, 1605]
display-line: FARM GATES, — [72, 1388, 142, 1400]
classified-ad: £3975 RICCARTON £3975. CLOSE Straven rd., Neat, attractive (16 year) Bungalow, 3 or 2 bedrooms, 2 living rms., k'ette, enclosed porch, all conveniences. Built-in linen cupboard. Garage. Near Boys' H.S. and shopping centre. — [934, 305, 1110, 357]
classified-ad: £2450 - RADLEY: Bungalow, 2 bedrooms, k'ette, sunroom, excellent section, 26p. etc. — [934, 137, 1110, 159]
classified-ad: A DELIGHTFUL FAMILY HOME IN MERIVALE: Four bedrooms, built-in furniture, large lounge, dining-room, roomy kitchenette, specially designed breakfast-recess and built-in seating. Every possible modern convenience is evident in this property. Everything in perfect order in every respect. Lovely section, giving utmost privacy. Large Garage and Caravan entrance. Purchase price only £200. Further particulars from owner. Ring 48-017, or HUTCHINSON, WHITE, LTD., Victoria square. — [568, 606, 744, 708]
classified-ad: PAPANUI. 3-bedroom Modern Home that has been renovated and the section is good. Price, £3600. — [934, 512, 1110, 534]
classified-ad: GOOD Section Family Bungalow, nice, facing river. 2 Bedrooms, large lounge, k'ette. Good Garden, price and particulars. 'Phone 45-888. — [1117, 275, 1293, 307]
column-4 — [565, 43, 748, 1988]
pinex-box — [19, 1554, 195, 1617]
classified-ad: LOUNGE Chairs, £9 15s. pair; Chesterfield Suite (wool moquette), £15; Fireside Chair, 38s. McDonald's Auction Rooms. — [19, 428, 195, 460]
classified-ad: ST. ALBANS NORTH. ARTISTIC Crocodile Brick Bungalow, in a very popular street. This home is quite modern, every convenience. — [1117, 448, 1293, 480]
classified-ad: WARDROBES, we have a great selection of Used Wardrobes, all reasonably priced. Cash, trade-in or easy terms. Used Furniture Dept., McKenzie Willis. — [202, 858, 378, 890]
classified-ad: CITY LAND and ESTATE AGENCY, LTD., Chancery lane. 'Phone 65-025. — [934, 561, 1110, 584]
fendalton-box-box — [568, 509, 744, 534]
classified-ad: CONCRETE POST and BUTT CONCRETE POST and BUTT. All types of Posts, Butts, Pipes, Paving Blocks, Dry Mix, Vibrated, Reinforced Concrete. 323 TUAM ST. Telephone 46-633. — [202, 917, 378, 959]
classified-ad: ST. ALBANS: Bungalow, 3 bedrooms, 2 living-rooms, kitchenette, bathroom. Price £3100. — [1117, 848, 1293, 870]
classified-ad: MERIVALE - £3600. 4-BEDROOM RESIDENCE, BEAUTIFULLY DECORATED THROUGHOUT. Lounge with 2 adjoining sun rooms, Kitchen with all built-ins, Two bathrooms, toilets etc. For further particulars apply to: — [568, 1504, 744, 1556]
classified-ad: ZONED LIGHT INDUSTRIAL AREA. IDEAL FACTORY SITE. 25,360 square feet, land over 4k. Address: Montreal street, near Mesopotamia road. Price £1200. — [1483, 414, 1659, 456]
classified-ad: HULSTONS, LTD., 235 Manchester st. 76-218. — [934, 290, 1110, 302]
